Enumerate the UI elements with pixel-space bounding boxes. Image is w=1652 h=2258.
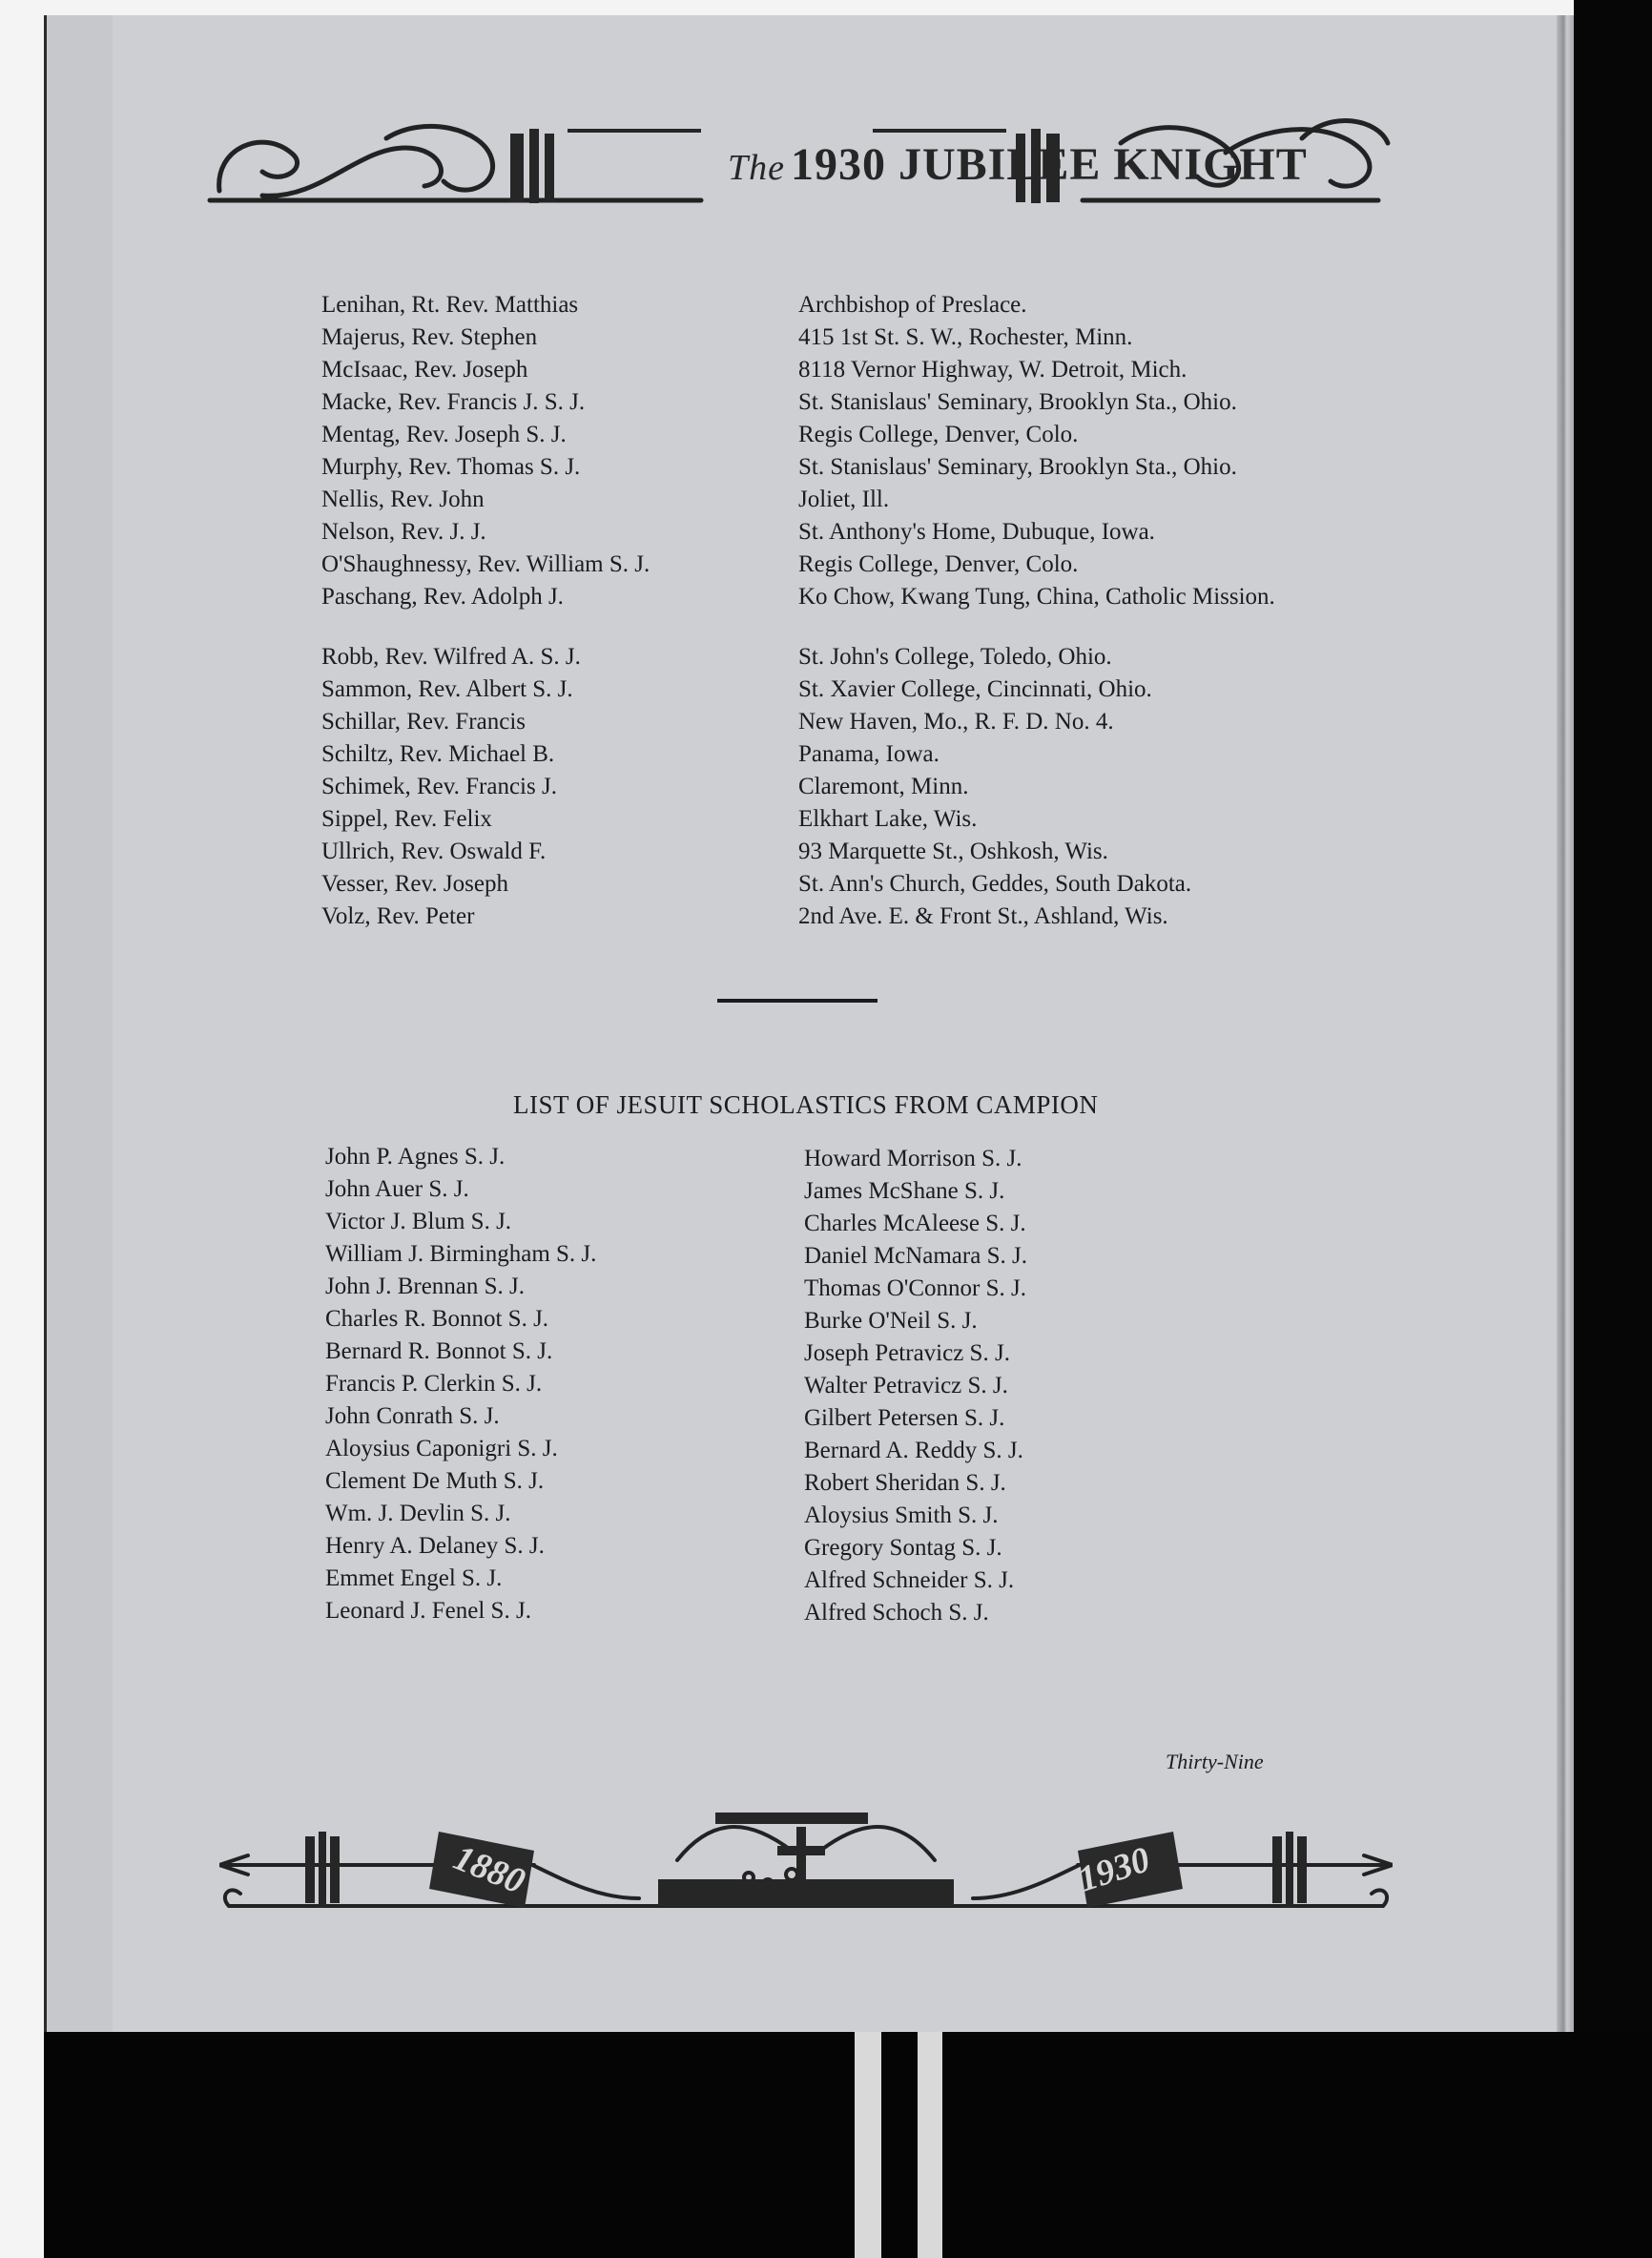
scholastic-name: Bernard A. Reddy S. J. (804, 1438, 1023, 1463)
clergy-address: St. Anthony's Home, Dubuque, Iowa. (798, 519, 1155, 545)
scholastics-title: LIST OF JESUIT SCHOLASTICS FROM CAMPION (513, 1090, 1099, 1119)
clergy-name: Vesser, Rev. Joseph (321, 871, 508, 897)
clergy-address: St. Stanislaus' Seminary, Brooklyn Sta., Ohio. (798, 454, 1237, 480)
clergy-name: Mentag, Rev. Joseph S. J. (321, 422, 567, 447)
clergy-name: Sippel, Rev. Felix (321, 806, 492, 832)
scholastic-name: Thomas O'Connor S. J. (804, 1275, 1026, 1301)
clergy-address: Panama, Iowa. (798, 741, 940, 767)
clergy-address: Claremont, Minn. (798, 774, 969, 799)
scholastic-name: Gregory Sontag S. J. (804, 1535, 1002, 1561)
page-edges (1557, 15, 1574, 2032)
page-number: Thirty-Nine (1166, 1750, 1264, 1773)
scholastic-name: Charles McAleese S. J. (804, 1211, 1026, 1236)
clergy-name: Nellis, Rev. John (321, 487, 485, 512)
section-divider (717, 999, 878, 1003)
header-banner (205, 110, 1393, 215)
scholastic-name: John Auer S. J. (325, 1176, 469, 1202)
running-header-title (728, 138, 1308, 191)
scholastic-name: James McShane S. J. (804, 1178, 1005, 1204)
clergy-address: Joliet, Ill. (798, 487, 890, 512)
scholastic-name: John J. Brennan S. J. (325, 1274, 526, 1299)
header-title-text: 1930 JUBILEE KNIGHT (791, 139, 1308, 190)
scan-light-strip (918, 2032, 942, 2258)
scholastic-name: Aloysius Smith S. J. (804, 1502, 999, 1528)
clergy-name: Schillar, Rev. Francis (321, 709, 527, 735)
scholastic-name: Alfred Schoch S. J. (804, 1600, 989, 1626)
scholastic-name: Alfred Schneider S. J. (804, 1567, 1015, 1593)
clergy-name: Robb, Rev. Wilfred A. S. J. (321, 644, 581, 670)
scholastic-name: Gilbert Petersen S. J. (804, 1405, 1005, 1431)
clergy-name: Paschang, Rev. Adolph J. (321, 584, 564, 610)
clergy-address: Archbishop of Preslace. (798, 292, 1027, 318)
clergy-name: Schiltz, Rev. Michael B. (321, 741, 555, 767)
clergy-address: St. Ann's Church, Geddes, South Dakota. (798, 871, 1192, 897)
scholastic-name: Wm. J. Devlin S. J. (325, 1501, 511, 1526)
scholastic-name: Victor J. Blum S. J. (325, 1209, 512, 1234)
scholastic-name: Bernard R. Bonnot S. J. (325, 1338, 553, 1364)
clergy-name: Majerus, Rev. Stephen (321, 324, 538, 350)
scholastic-name: Emmet Engel S. J. (325, 1565, 503, 1591)
scholastic-name: John P. Agnes S. J. (325, 1144, 506, 1170)
clergy-address: New Haven, Mo., R. F. D. No. 4. (798, 709, 1114, 735)
scholastic-name: Daniel McNamara S. J. (804, 1243, 1027, 1269)
jubilee-ornament-icon (219, 1793, 1393, 1937)
scholastic-name: Leonard J. Fenel S. J. (325, 1598, 531, 1624)
footer-year-left: 1880 (447, 1837, 531, 1902)
clergy-address (798, 583, 1294, 611)
scan-border-top (0, 0, 1652, 15)
clergy-address: 415 1st St. S. W., Rochester, Minn. (798, 324, 1133, 350)
clergy-name: Lenihan, Rt. Rev. Matthias (321, 292, 579, 318)
clergy-address: St. Stanislaus' Seminary, Brooklyn Sta., Ohio. (798, 389, 1237, 415)
clergy-name: Nelson, Rev. J. J. (321, 519, 486, 545)
clergy-address: St. Xavier College, Cincinnati, Ohio. (798, 676, 1152, 702)
clergy-address: 93 Marquette St., Oshkosh, Wis. (798, 839, 1108, 864)
scholastic-name: Robert Sheridan S. J. (804, 1470, 1006, 1496)
clergy-name: Murphy, Rev. Thomas S. J. (321, 454, 581, 480)
clergy-name: Sammon, Rev. Albert S. J. (321, 676, 573, 702)
clergy-address: St. John's College, Toledo, Ohio. (798, 644, 1112, 670)
scan-border-left (0, 0, 44, 2258)
scholastic-name: Walter Petravicz S. J. (804, 1373, 1008, 1398)
scholastic-name: Aloysius Caponigri S. J. (325, 1436, 558, 1461)
clergy-name: Volz, Rev. Peter (321, 903, 475, 929)
clergy-address: Elkhart Lake, Wis. (798, 806, 978, 832)
scholastic-name: Henry A. Delaney S. J. (325, 1533, 545, 1559)
scan-light-strip (855, 2032, 881, 2258)
clergy-address: 8118 Vernor Highway, W. Detroit, Mich. (798, 357, 1187, 383)
scholastic-name: Charles R. Bonnot S. J. (325, 1306, 549, 1332)
footer-banner (219, 1793, 1393, 1937)
page-gutter (44, 15, 115, 2032)
clergy-name: O'Shaughnessy, Rev. William S. J. (321, 551, 650, 577)
scholastic-name: Joseph Petravicz S. J. (804, 1340, 1010, 1366)
footer-year-right: 1930 (1073, 1839, 1155, 1900)
clergy-address-text: Ko Chow, Kwang Tung, China, Catholic Mission. (798, 584, 1275, 610)
clergy-address: 2nd Ave. E. & Front St., Ashland, Wis. (798, 903, 1168, 929)
clergy-name: Macke, Rev. Francis J. S. J. (321, 389, 586, 415)
scan-background-right (1574, 0, 1652, 2032)
scan-background-bottom (44, 2032, 1652, 2258)
clergy-name: McIsaac, Rev. Joseph (321, 357, 528, 383)
scholastic-name: Howard Morrison S. J. (804, 1146, 1022, 1171)
scholastic-name: Burke O'Neil S. J. (804, 1308, 978, 1334)
scholastic-name: Francis P. Clerkin S. J. (325, 1371, 543, 1397)
header-prefix: The (728, 148, 785, 188)
scholastic-name: John Conrath S. J. (325, 1403, 500, 1429)
clergy-address: Regis College, Denver, Colo. (798, 551, 1079, 577)
scholastic-name: Clement De Muth S. J. (325, 1468, 545, 1494)
clergy-name: Schimek, Rev. Francis J. (321, 774, 557, 799)
scholastic-name: William J. Birmingham S. J. (325, 1241, 597, 1267)
clergy-address: Regis College, Denver, Colo. (798, 422, 1079, 447)
clergy-name: Ullrich, Rev. Oswald F. (321, 839, 547, 864)
